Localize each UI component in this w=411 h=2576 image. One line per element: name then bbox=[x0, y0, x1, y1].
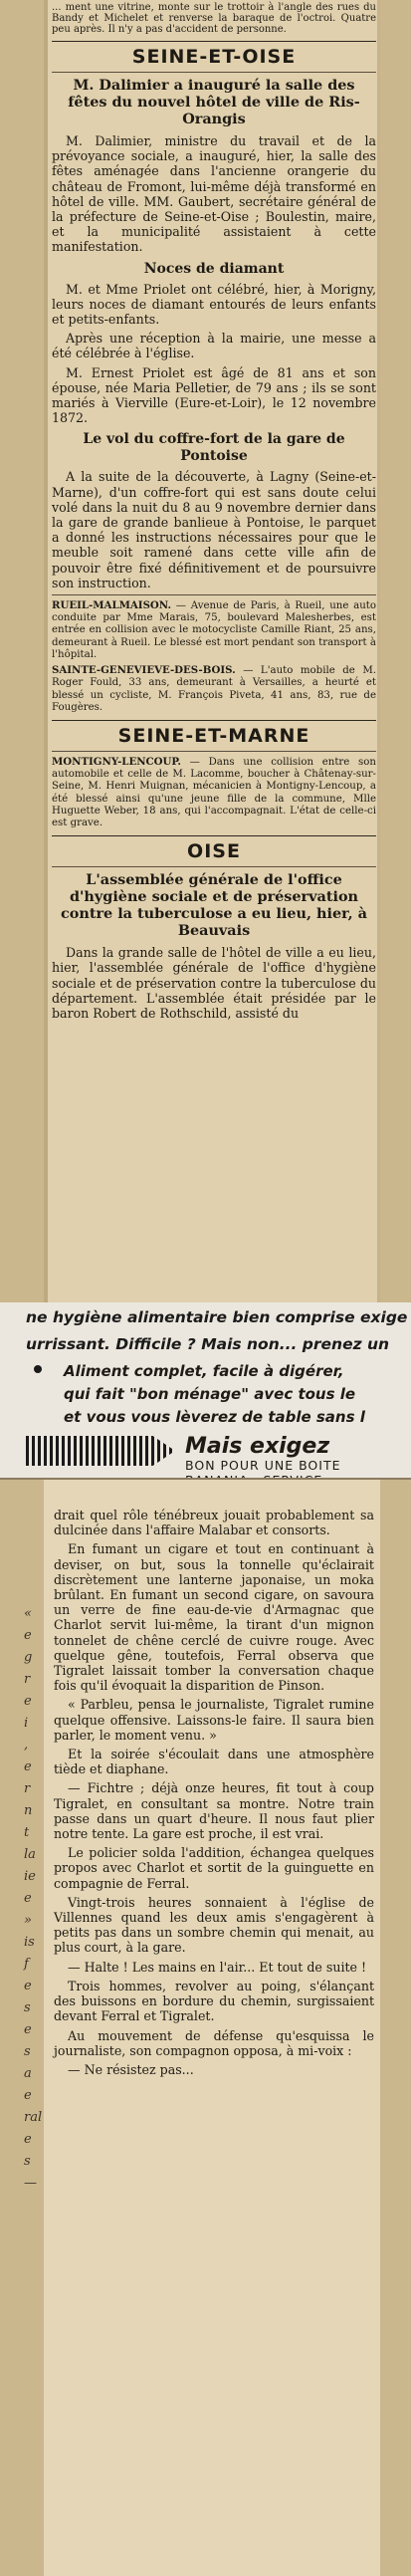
edge-letter: g bbox=[24, 1650, 33, 1665]
edge-letter: r bbox=[24, 1672, 31, 1687]
ad-line-4: qui fait "bon ménage" avec tous le bbox=[64, 1385, 356, 1403]
rule bbox=[52, 751, 376, 752]
brief-place: SAINTE-GENEVIEVE-DES-BOIS. bbox=[52, 664, 236, 677]
arrow-icon bbox=[26, 1436, 175, 1466]
edge-letter: s bbox=[24, 2000, 31, 2015]
edge-letter: ie bbox=[24, 1869, 36, 1884]
headline-coffre-fort: Le vol du coffre-fort de la gare de Pontoise bbox=[83, 431, 345, 465]
ad-line-2: urrissant. Difficile ? Mais non... prenez un bbox=[26, 1335, 390, 1353]
feuilleton-p10: Au mouvement de défense qu'esquissa le journaliste, son compagnon opposa, à mi-voix : bbox=[54, 2027, 374, 2058]
ad-line-5: et vous vous lèverez de table sans l bbox=[64, 1408, 365, 1426]
edge-letter: « bbox=[24, 1606, 32, 1621]
edge-letter: e bbox=[24, 1694, 32, 1709]
ad-line-3: Aliment complet, facile à digérer, bbox=[64, 1362, 344, 1380]
edge-letter: — bbox=[24, 2176, 37, 2191]
edge-letter: n bbox=[24, 1803, 33, 1818]
article-noces-3: M. Ernest Priolet est âgé de 81 ans et son épouse, née Maria Pelletier, de 79 ans ; ils se sont mariés à Vierville (Eure-et-Loir), le 12 novembre 1872. bbox=[52, 364, 376, 426]
edge-letter: e bbox=[24, 2132, 32, 2147]
rule bbox=[52, 866, 376, 867]
rule bbox=[52, 594, 376, 595]
edge-letter: f bbox=[24, 1957, 29, 1972]
feuilleton-p11: — Ne résistez pas... bbox=[68, 2061, 194, 2077]
upper-column bbox=[52, 2, 376, 1025]
edge-letter: ral bbox=[24, 2110, 43, 2125]
edge-letter: e bbox=[24, 1891, 32, 1906]
feuilleton-column bbox=[54, 1508, 374, 2081]
rule bbox=[52, 41, 376, 42]
ad-line-1: ne hygiène alimentaire bien comprise exige bbox=[26, 1308, 408, 1326]
brief-montigny bbox=[52, 756, 376, 829]
edge-letter: s bbox=[24, 2154, 31, 2169]
bullet-icon bbox=[34, 1365, 42, 1373]
edge-letter: » bbox=[24, 1913, 32, 1928]
feuilleton-p7: Vingt-trois heures sonnaient à l'église de Villennes quand les deux amis s'engagèrent à petits pas dans un sombre chemin qui menait, au plus court, à la gare. bbox=[54, 1894, 374, 1956]
brief-sainte-genevieve bbox=[52, 664, 376, 714]
ad-exigez: Mais exigez bbox=[185, 1434, 330, 1459]
edge-letter: is bbox=[24, 1935, 35, 1950]
banania-advertisement bbox=[0, 1302, 411, 1480]
edge-letter: e bbox=[24, 2022, 32, 2037]
feuilleton-p5: — Fichtre ; déjà onze heures, fit tout à coup Tigralet, en consultant sa montre. Notre train passe dans un quart d'heure. Il nous faut plier notre tente. La gare est proche, il est vrai. bbox=[54, 1780, 374, 1842]
brief-rueil bbox=[52, 599, 376, 661]
article-noces-2: Après une réception à la mairie, une messe a été célébrée à l'église. bbox=[52, 331, 376, 361]
edge-letter: a bbox=[24, 2066, 32, 2081]
edge-letter: e bbox=[24, 2088, 32, 2103]
article-coffre-fort: A la suite de la découverte, à Lagny (Seine-et-Marne), d'un coffre-fort qui est sans doute celui volé dans la nuit du 8 au 9 novembre dernier dans la gare de grande banlieue à Pontoise, le parquet a donné les instructions nécessaires pour que le meuble soit ramené dans cette ville afin de pouvoir être fixé définitivement et de poursuivre son instruction. bbox=[52, 469, 376, 590]
feuilleton-p4: Et la soirée s'écoulait dans une atmosphère tiède et diaphane. bbox=[54, 1747, 374, 1777]
cut-column-edge bbox=[24, 1603, 43, 2195]
top-fragment: ... ment une vitrine, monte sur le trottoir à l'angle des rues du Bandy et Michelet et renverse la baraque de l'octroi. Quatre peu après. Il n'y a pas d'accident de personne. bbox=[52, 2, 376, 35]
clipping-lower bbox=[0, 1480, 411, 2576]
dept-seine-et-oise: SEINE-ET-OISE bbox=[131, 46, 297, 68]
edge-letter: r bbox=[24, 1781, 31, 1796]
edge-letter: e bbox=[24, 1628, 32, 1643]
feuilleton-p1: drait quel rôle ténébreux jouait probablement sa dulcinée dans l'affaire Malabar et consorts. bbox=[54, 1508, 374, 1538]
feuilleton-p3: « Parbleu, pensa le journaliste, Tigralet rumine quelque offensive. Laissons-le faire. Il saura bien parler, le moment venu. » bbox=[54, 1697, 374, 1743]
brief-place: RUEIL-MALMAISON. bbox=[52, 599, 172, 612]
article-beauvais: Dans la grande salle de l'hôtel de ville a eu lieu, hier, l'assemblée générale de l'office d'hygiène sociale et de préservation contre la tuberculose du département. L'assemblée était présidée par le baron Robert de Rothschild, assisté du bbox=[52, 945, 376, 1021]
edge-letter: e bbox=[24, 1759, 32, 1774]
feuilleton-p8: — Halte ! Les mains en l'air... Et tout de suite ! bbox=[68, 1959, 367, 1975]
brief-place: MONTIGNY-LENCOUP. bbox=[52, 755, 181, 768]
brief-text: — L'auto mobile de M. Roger Fould, 33 ans, demeurant à Versailles, a heurté et blessé un cycliste, M. François Piveta, 41 ans, 83, rue de Fougères. bbox=[52, 665, 376, 713]
dept-oise: OISE bbox=[187, 840, 241, 863]
brief-text: — Avenue de Paris, à Rueil, une auto conduite par Mme Marais, 75, boulevard Malesherbes, est entrée en collision avec le motocycliste Camille Riant, 25 ans, demeurant à Rueil. Le blessé est mort pendant son transport à l'hôpital. bbox=[52, 600, 376, 660]
edge-letter: i bbox=[24, 1716, 29, 1731]
dept-seine-et-marne: SEINE-ET-MARNE bbox=[117, 724, 310, 747]
brief-text: — Dans une collision entre son automobile et celle de M. Lacomme, boucher à Châtenay-sur-Seine, M. Henri Muignan, mécanicien à Montigny-Lencoup, a été blessé ainsi qu'une jeune fille de la commune, Mlle Huguette Weber, 18 ans, qui l'accompagnait. L'état de celle-ci est grave. bbox=[52, 756, 376, 828]
headline-ris-orangis: M. Dalimier a inauguré la salle des fêtes du nouvel hôtel de ville de Ris-Orangis bbox=[68, 77, 360, 127]
rule bbox=[52, 720, 376, 721]
article-noces-1: M. et Mme Priolet ont célébré, hier, à Morigny, leurs noces de diamant entourés de leurs enfants et petits-enfants. bbox=[52, 281, 376, 328]
edge-letter: e bbox=[24, 1979, 32, 1993]
edge-letter: t bbox=[24, 1825, 30, 1840]
feuilleton-p9: Trois hommes, revolver au poing, s'élançant des buissons en bordure du chemin, surgissaient devant Ferral et Tigralet. bbox=[54, 1978, 374, 2024]
edge-letter: , bbox=[24, 1738, 29, 1753]
edge-letter: la bbox=[24, 1847, 36, 1862]
ad-bon: BON POUR UNE BOITE bbox=[185, 1458, 341, 1473]
edge-letter: s bbox=[24, 2044, 31, 2059]
feuilleton-p2: En fumant un cigare et tout en continuant à deviser, on but, sous la tonnelle qu'éclairait discrètement une lanterne japonaise, un moka brûlant. En fumant un second cigare, on savoura un verre de fine eau-de-vie d'Armagnac que Charlot servit lui-même, la tirant d'un mignon tonnelet de chêne cerclé de cuivre rouge. Avec quelque gêne, toutefois, Ferral observa que Tigralet laissait tomber la conversation chaque fois qu'il évoquait la disparition de Pinson. bbox=[54, 1541, 374, 1694]
headline-beauvais: L'assemblée générale de l'office d'hygiène sociale et de préservation contre la tuberculose a eu lieu, hier, à Beauvais bbox=[61, 871, 367, 940]
feuilleton-p6: Le policier solda l'addition, échangea quelques propos avec Charlot et sortit de la guinguette en compagnie de Ferral. bbox=[54, 1845, 374, 1891]
rule bbox=[52, 835, 376, 836]
rule bbox=[52, 72, 376, 73]
article-ris-orangis: M. Dalimier, ministre du travail et de la prévoyance sociale, a inauguré, hier, la salle des fêtes aménagée dans l'ancienne orangerie du château de Fromont, lui-même déjà transformé en hôtel de ville. MM. Gaubert, secrétaire général de la préfecture de Seine-et-Oise ; Boulestin, maire, et la municipalité assistaient à cette manifestation. bbox=[52, 133, 376, 255]
headline-noces: Noces de diamant bbox=[143, 260, 285, 277]
